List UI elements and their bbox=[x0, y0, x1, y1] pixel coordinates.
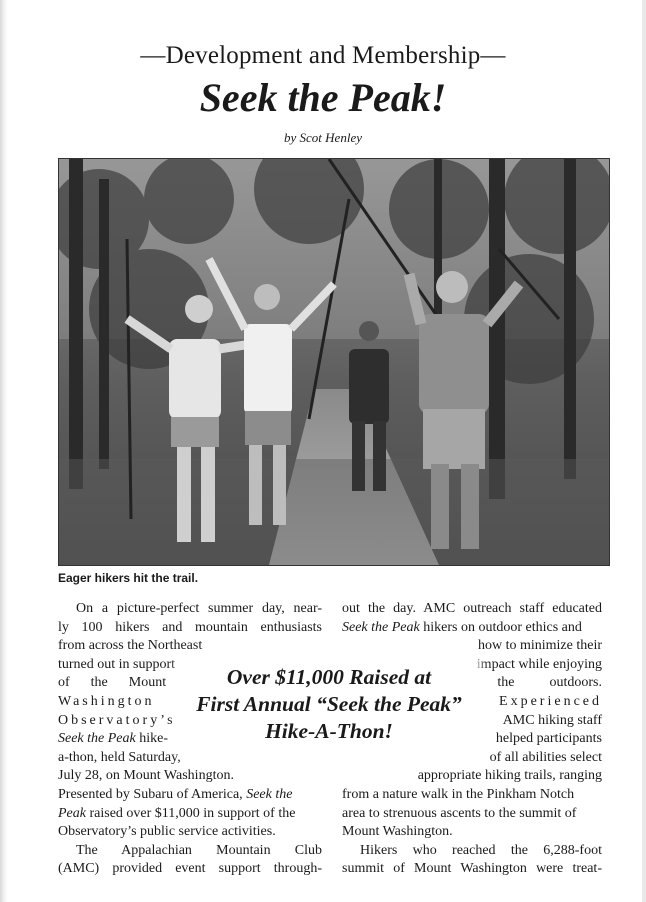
col1-line: The Appalachian Mountain Club bbox=[76, 842, 322, 858]
col2-line: AMC hiking staff bbox=[502, 712, 602, 728]
col1-line: from across the Northeast bbox=[58, 638, 203, 654]
col1-line: a-thon, held Saturday, bbox=[58, 749, 181, 765]
col1-line bbox=[58, 805, 322, 824]
col1-text: hike- bbox=[135, 731, 168, 747]
col1-line: On a picture-perfect summer day, near- bbox=[76, 601, 322, 616]
col2-line: Mount Washington. bbox=[342, 824, 453, 840]
col1-word: Mount bbox=[128, 675, 167, 691]
col1-line: ly 100 hikers and mountain enthusiasts bbox=[58, 619, 322, 635]
col2-line: summit of Mount Washington were treat- bbox=[342, 861, 602, 877]
col2-word: the bbox=[497, 675, 515, 691]
col1-word: of bbox=[58, 675, 70, 691]
col1-italic: Seek the Peak bbox=[58, 731, 136, 747]
col1-line bbox=[58, 786, 322, 805]
col2-line: helped participants bbox=[495, 731, 602, 747]
col2-line: out the day. AMC outreach staff educated bbox=[342, 601, 602, 616]
article-byline: by Scot Henley bbox=[284, 130, 362, 145]
col2-line bbox=[342, 619, 602, 638]
col1-line: Observatory’s public service activities. bbox=[58, 824, 276, 840]
pull-quote bbox=[186, 664, 472, 746]
col1-line: (AMC) provided event support through- bbox=[58, 861, 322, 877]
col2-line: impact while enjoying bbox=[476, 656, 602, 672]
col1-italic: Seek the bbox=[246, 786, 293, 802]
article-title: Seek the Peak! bbox=[199, 75, 447, 120]
pull-quote-line: Over $11,000 Raised at bbox=[226, 665, 432, 689]
section-heading: —Development and Membership— bbox=[140, 42, 506, 69]
col2-line: from a nature walk in the Pinkham Notch bbox=[342, 786, 575, 802]
col2-text: hikers on outdoor ethics and bbox=[419, 619, 582, 635]
pull-quote-line: First Annual “Seek the Peak” bbox=[196, 692, 462, 716]
col1-line: Washington bbox=[58, 693, 155, 709]
col2-italic: Seek the Peak bbox=[342, 619, 420, 635]
col1-line: July 28, on Mount Washington. bbox=[58, 768, 234, 784]
col2-line: how to minimize their bbox=[477, 638, 602, 654]
col1-text: raised over $11,000 in support of the bbox=[85, 805, 296, 821]
photo-caption: Eager hikers hit the trail. bbox=[58, 571, 199, 585]
col1-word: the bbox=[90, 675, 108, 691]
col2-word: outdoors. bbox=[549, 675, 602, 691]
pull-quote-line: Hike-A-Thon! bbox=[265, 719, 393, 743]
col2-line: area to strenuous ascents to the summit of bbox=[342, 805, 577, 821]
col2-line: Hikers who reached the 6,288-foot bbox=[360, 842, 602, 858]
hikers-photo bbox=[58, 158, 610, 566]
col2-line: of all abilities select bbox=[489, 749, 602, 765]
hikers-photo-illustration bbox=[59, 159, 609, 565]
col2-line: appropriate hiking trails, ranging bbox=[417, 768, 602, 784]
col1-line: Observatory’s bbox=[58, 712, 176, 728]
col1-italic: Peak bbox=[58, 805, 86, 821]
col1-text: Presented by Subaru of America, bbox=[58, 786, 247, 802]
col2-line: Experienced bbox=[499, 693, 602, 709]
col1-line: turned out in support bbox=[58, 656, 176, 672]
